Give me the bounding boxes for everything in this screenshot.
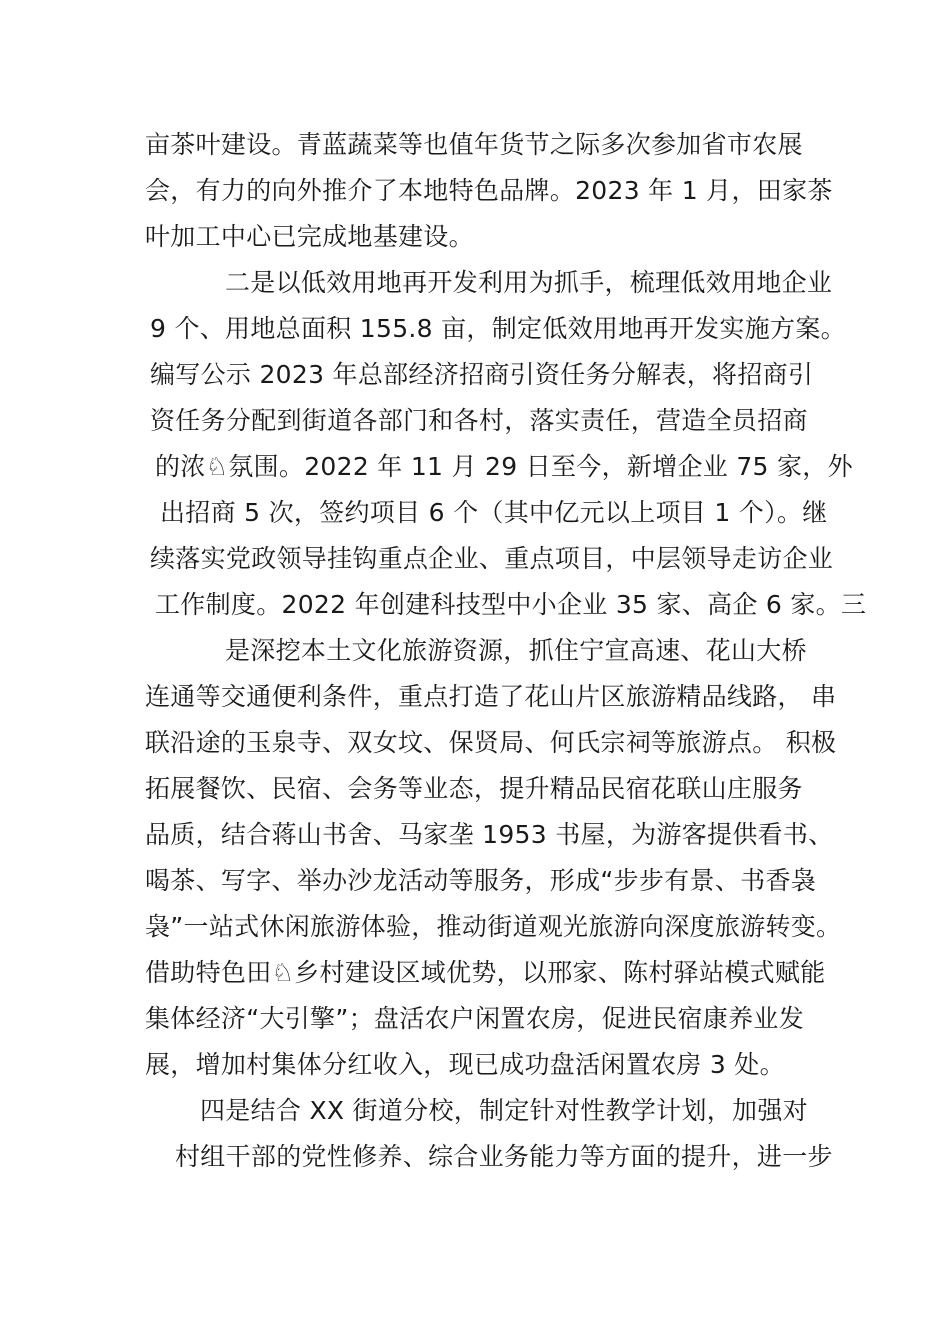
text-line: 借助特色田♘乡村建设区域优势，以邢家、陈村驿站模式赋能 bbox=[145, 958, 826, 987]
text-line: 二是以低效用地再开发利用为抓手，梳理低效用地企业 bbox=[225, 268, 833, 297]
text-line: 拓展餐饮、民宿、会务等业态，提升精品民宿花联山庄服务 bbox=[145, 774, 803, 803]
text-line: 联沿途的玉泉寺、双女坟、保贤局、何氏宗祠等旅游点。 积极 bbox=[145, 728, 837, 757]
text-line: 资任务分配到街道各部门和各村，落实责任，营造全员招商 bbox=[150, 406, 808, 435]
text-line: 是深挖本土文化旅游资源，抓住宁宣高速、花山大桥 bbox=[225, 636, 807, 665]
text-line: 袅”一站式休闲旅游体验，推动街道观光旅游向深度旅游转变。 bbox=[145, 912, 842, 941]
text-line: 续落实党政领导挂钩重点企业、重点项目，中层领导走访企业 bbox=[150, 544, 834, 573]
text-line: 会，有力的向外推介了本地特色品牌。2023 年 1 月，田家茶 bbox=[145, 176, 833, 205]
text-line: 四是结合 XX 街道分校，制定针对性教学计划，加强对 bbox=[200, 1096, 808, 1125]
text-line: 村组干部的党性修养、综合业务能力等方面的提升，进一步 bbox=[175, 1142, 833, 1171]
text-line: 连通等交通便利条件，重点打造了花山片区旅游精品线路， 串 bbox=[145, 682, 837, 711]
text-line: 9 个、用地总面积 155.8 亩，制定低效用地再开发实施方案。 bbox=[150, 314, 846, 343]
text-line: 工作制度。2022 年创建科技型中小企业 35 家、高企 6 家。三 bbox=[155, 590, 867, 619]
text-line: 集体经济“大引擎”；盘活农户闲置农房，促进民宿康养业发 bbox=[145, 1004, 805, 1033]
text-line: 亩茶叶建设。青蓝蔬菜等也值年货节之际多次参加省市农展 bbox=[145, 130, 803, 159]
text-line: 编写公示 2023 年总部经济招商引资任务分解表，将招商引 bbox=[150, 360, 814, 389]
text-line: 展，增加村集体分红收入，现已成功盘活闲置农房 3 处。 bbox=[145, 1050, 785, 1079]
text-line: 品质，结合蒋山书舍、马家垄 1953 书屋，为游客提供看书、 bbox=[145, 820, 834, 849]
text-line: 喝茶、写字、举办沙龙活动等服务，形成“步步有景、书香袅 bbox=[145, 866, 817, 895]
text-line: 出招商 5 次，签约项目 6 个（其中亿元以上项目 1 个）。继 bbox=[160, 498, 828, 527]
text-line: 的浓♘氛围。2022 年 11 月 29 日至今，新增企业 75 家，外 bbox=[155, 452, 853, 481]
text-line: 叶加工中心已完成地基建设。 bbox=[145, 222, 474, 251]
